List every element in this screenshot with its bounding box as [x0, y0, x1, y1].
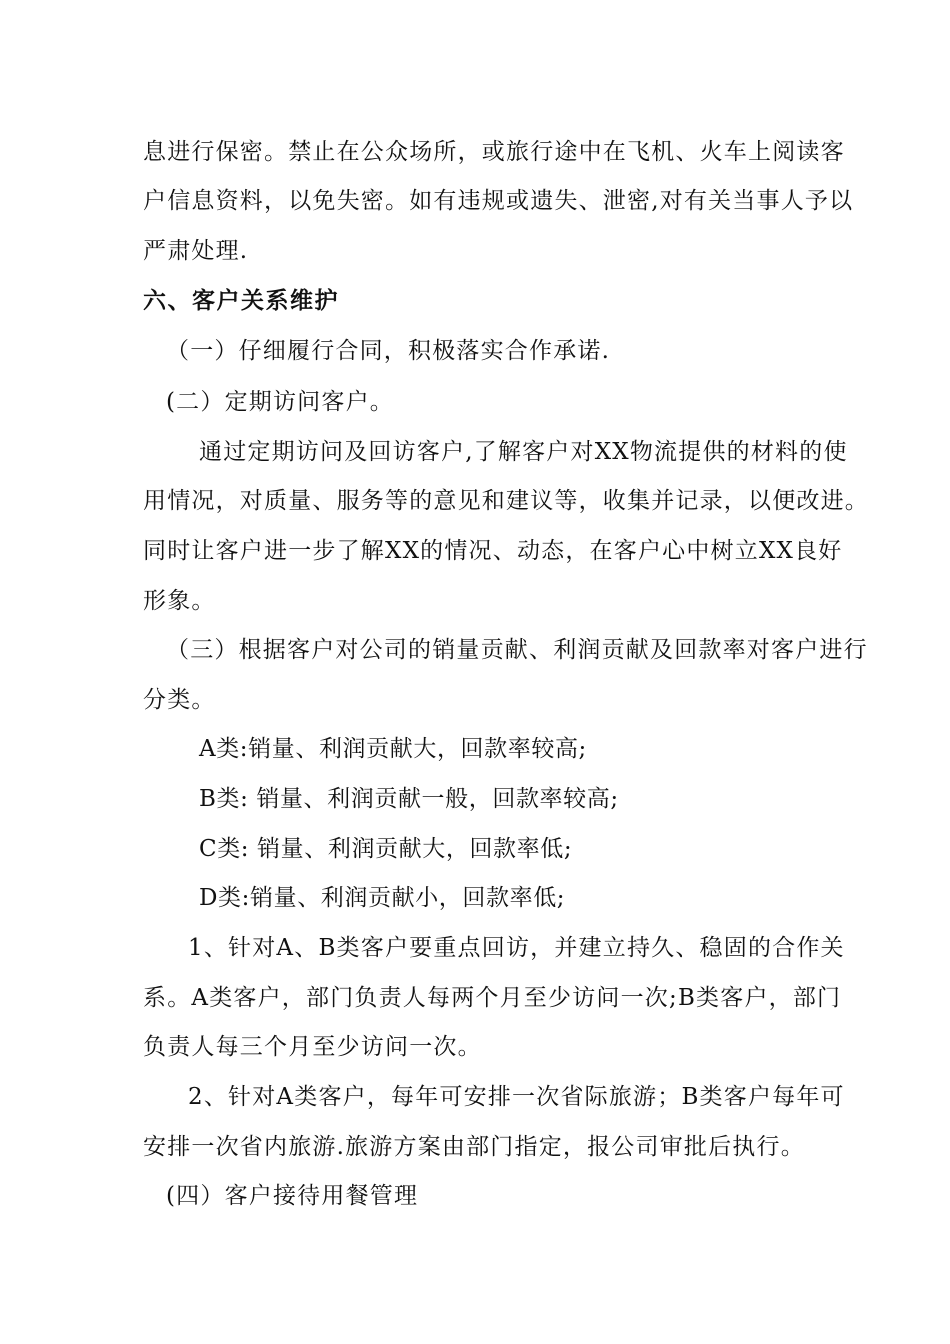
body-text-line: 用情况，对质量、服务等的意见和建议等，收集并记录，以便改进。: [143, 488, 869, 514]
category-d: D类:销量、利润贡献小，回款率低;: [199, 885, 566, 911]
body-text-line: 1、针对A、B类客户要重点回访，并建立持久、稳固的合作关: [188, 935, 845, 961]
body-text-line: 户信息资料，以免失密。如有违规或遗失、泄密,对有关当事人予以: [143, 188, 854, 214]
body-text-line: 分类。: [143, 687, 216, 713]
list-item-4: (四）客户接待用餐管理: [166, 1183, 419, 1209]
list-item-1: （一）仔细履行合同，积极落实合作承诺.: [166, 338, 611, 364]
body-text-line: 形象。: [143, 588, 216, 614]
body-text-line: 息进行保密。禁止在公众场所，或旅行途中在飞机、火车上阅读客: [143, 139, 845, 165]
body-text-line: 严肃处理.: [143, 238, 249, 264]
category-c: C类: 销量、利润贡献大，回款率低;: [199, 836, 573, 862]
body-text-line: 通过定期访问及回访客户,了解客户对XX物流提供的材料的使: [199, 439, 848, 465]
category-a: A类:销量、利润贡献大，回款率较高;: [199, 736, 587, 762]
category-b: B类: 销量、利润贡献一般，回款率较高;: [199, 786, 619, 812]
body-text-line: 负责人每三个月至少访问一次。: [143, 1034, 482, 1060]
list-item-2: (二）定期访问客户。: [166, 389, 394, 415]
body-text-line: 系。A类客户，部门负责人每两个月至少访问一次;B类客户，部门: [143, 985, 842, 1011]
body-text-line: 同时让客户进一步了解XX的情况、动态，在客户心中树立XX良好: [143, 538, 843, 564]
body-text-line: 安排一次省内旅游.旅游方案由部门指定，报公司审批后执行。: [143, 1134, 805, 1160]
list-item-3: （三）根据客户对公司的销量贡献、利润贡献及回款率对客户进行: [166, 637, 868, 663]
body-text-line: 2、针对A类客户，每年可安排一次省际旅游；B类客户每年可: [188, 1084, 845, 1110]
section-heading: 六、客户关系维护: [143, 287, 339, 314]
